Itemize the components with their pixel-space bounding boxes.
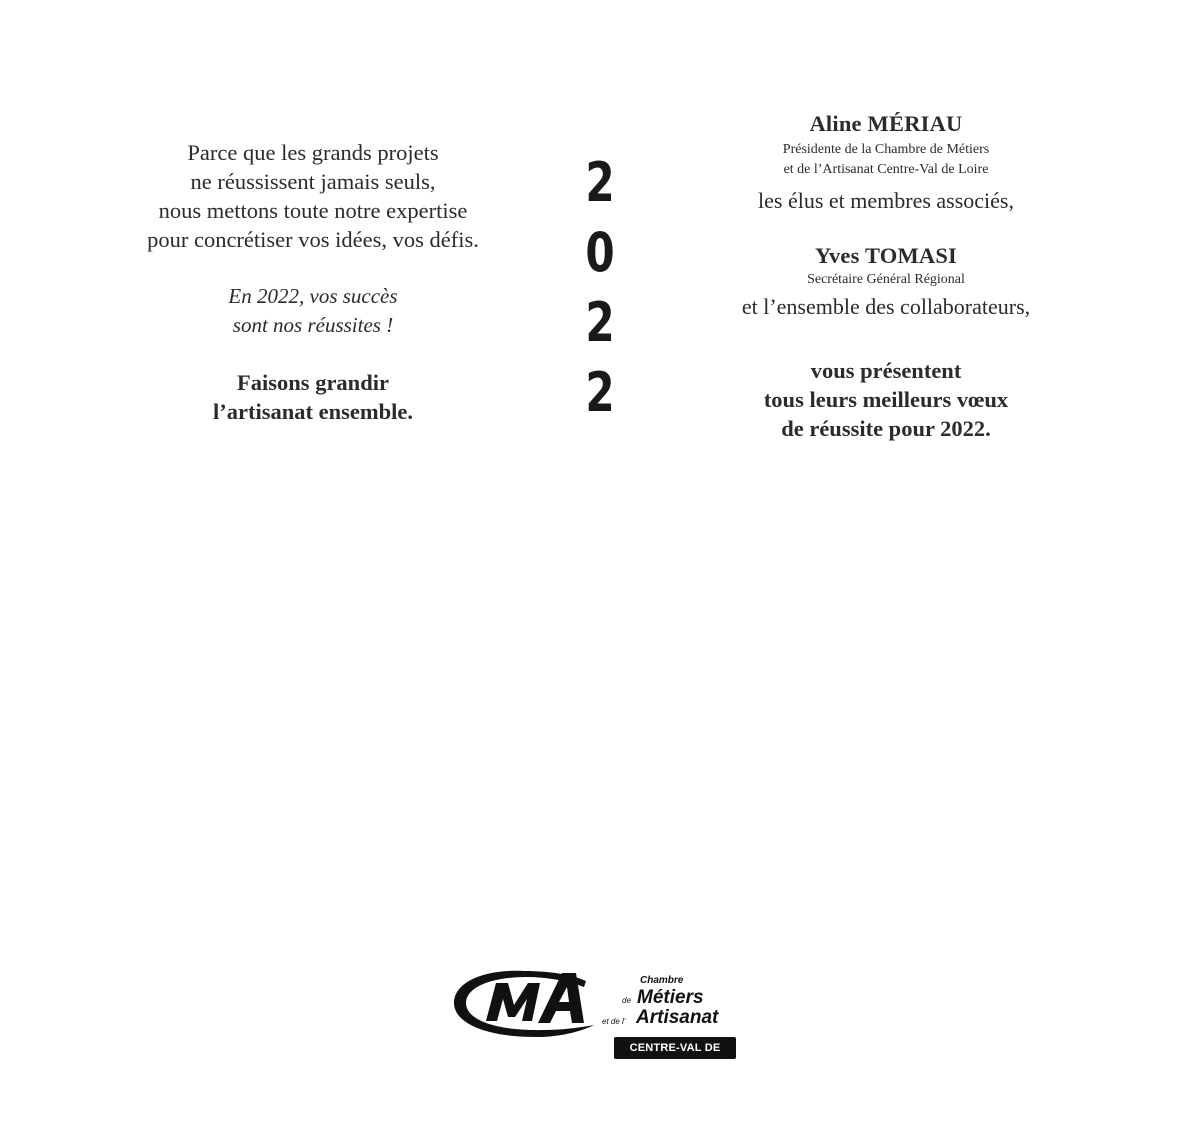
secretary-name: Yves TOMASI (814, 243, 958, 268)
elected-members-line: les élus et membres associés, (758, 188, 1014, 213)
president-role-line-2: et de l’Artisanat Centre-Val de Loire (783, 162, 989, 177)
logo-et-de-l: et de l’ (602, 1017, 626, 1026)
right-column (700, 108, 1072, 443)
left-column (118, 138, 508, 426)
closing-line-1: Faisons grandir (237, 370, 389, 395)
closing-line-2: l’artisanat ensemble. (213, 399, 413, 424)
slogan-line-2: sont nos réussites ! (232, 313, 394, 337)
logo-metiers: Métiers (637, 987, 704, 1008)
year-digit-2: 0 (585, 221, 615, 284)
year-digit-1: 2 (585, 151, 615, 214)
intro-line-3: nous mettons toute notre expertise (158, 198, 468, 223)
year-digit-4: 2 (585, 361, 615, 424)
president-role-line-1: Présidente de la Chambre de Métiers (782, 142, 990, 157)
wishes-line-3: de réussite pour 2022. (781, 416, 991, 441)
intro-paragraph (118, 138, 508, 254)
year-digit-3: 2 (585, 291, 615, 354)
year-vertical (570, 148, 630, 428)
wishes-block (700, 356, 1072, 443)
cma-logo (452, 965, 742, 1076)
logo-de: de (622, 996, 631, 1005)
wishes-line-1: vous présentent (810, 358, 962, 383)
slogan (118, 282, 508, 340)
slogan-line-1: En 2022, vos succès (228, 284, 398, 308)
logo-region-badge: CENTRE-VAL DE LOIRE (614, 1037, 736, 1059)
president-block (700, 108, 1072, 216)
president-name: Aline MÉRIAU (809, 111, 963, 136)
cma-logo-mark-icon (452, 965, 597, 1040)
intro-line-1: Parce que les grands projets (187, 140, 439, 165)
wishes-line-2: tous leurs meilleurs vœux (763, 387, 1009, 412)
president-role (700, 140, 1072, 180)
closing-statement (118, 368, 508, 426)
secretary-role (700, 270, 1072, 290)
secretary-role-line: Secrétaire Général Régional (807, 272, 965, 287)
logo-chambre: Chambre (640, 975, 684, 986)
secretary-block (700, 240, 1072, 322)
intro-line-4: pour concrétiser vos idées, vos défis. (147, 227, 479, 252)
collaborators-line: et l’ensemble des collaborateurs, (741, 294, 1031, 319)
intro-line-2: ne réussissent jamais seuls, (190, 169, 436, 194)
logo-artisanat: Artisanat (636, 1007, 719, 1028)
